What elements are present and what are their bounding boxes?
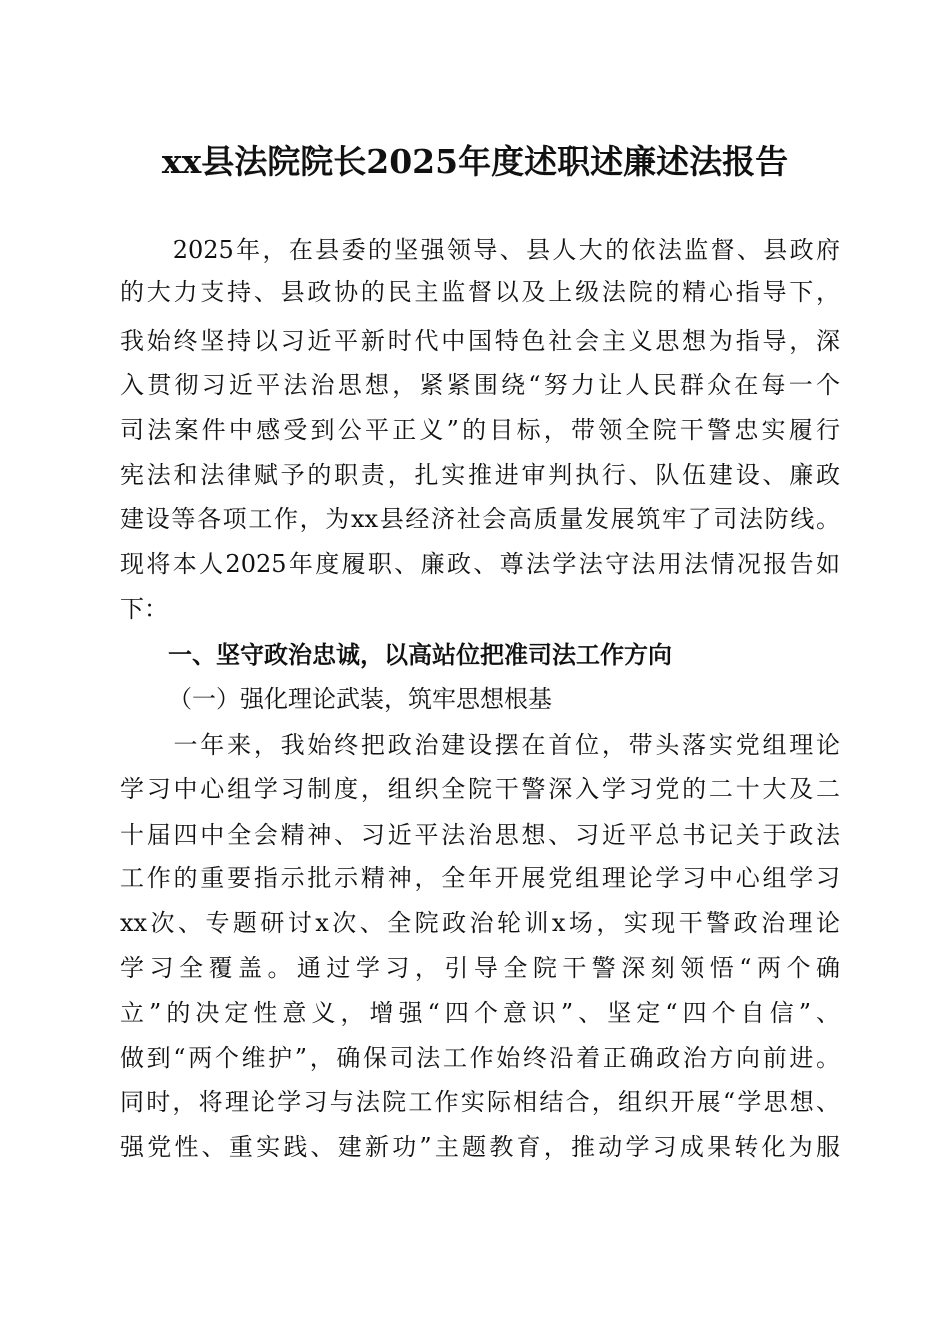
paragraph-line: 入贯彻习近平法治思想，紧紧围绕“努力让人民群众在每一个 (120, 371, 840, 399)
subsection-heading: （一）强化理论武装，筑牢思想根基 (168, 685, 552, 713)
paragraph-line: 的大力支持、县政协的民主监督以及上级法院的精心指导下， (120, 278, 840, 306)
paragraph-line: 强党性、重实践、建新功”主题教育，推动学习成果转化为服 (120, 1133, 840, 1161)
paragraph-line: 2025年，在县委的坚强领导、县人大的依法监督、县政府 (120, 236, 840, 264)
paragraph-line: 学习全覆盖。通过学习，引导全院干警深刻领悟“两个确 (120, 954, 840, 982)
document-title: xx县法院院长2025年度述职述廉述法报告 (161, 142, 789, 181)
paragraph-line: 我始终坚持以习近平新时代中国特色社会主义思想为指导，深 (120, 327, 840, 355)
paragraph-line: xx次、专题研讨x次、全院政治轮训x场，实现干警政治理论 (120, 909, 840, 937)
paragraph-line: 学习中心组学习制度，组织全院干警深入学习党的二十大及二 (120, 775, 840, 803)
paragraph-line: 建设等各项工作，为xx县经济社会高质量发展筑牢了司法防线。 (120, 505, 840, 533)
paragraph-line: 一年来，我始终把政治建设摆在首位，带头落实党组理论 (120, 731, 840, 759)
paragraph-line: 立”的决定性意义，增强“四个意识”、坚定“四个自信”、 (120, 999, 840, 1027)
paragraph-line: 宪法和法律赋予的职责，扎实推进审判执行、队伍建设、廉政 (120, 461, 840, 489)
section-heading: 一、坚守政治忠诚，以高站位把准司法工作方向 (168, 641, 672, 669)
paragraph-line: 下： (120, 595, 168, 623)
paragraph-line: 做到“两个维护”，确保司法工作始终沿着正确政治方向前进。 (120, 1044, 840, 1072)
paragraph-line: 司法案件中感受到公平正义”的目标，带领全院干警忠实履行 (120, 416, 840, 444)
paragraph-line: 同时，将理论学习与法院工作实际相结合，组织开展“学思想、 (120, 1088, 840, 1116)
paragraph-line: 工作的重要指示批示精神，全年开展党组理论学习中心组学习 (120, 864, 840, 892)
paragraph-line: 十届四中全会精神、习近平法治思想、习近平总书记关于政法 (120, 821, 840, 849)
paragraph-line: 现将本人2025年度履职、廉政、尊法学法守法用法情况报告如 (120, 550, 840, 578)
